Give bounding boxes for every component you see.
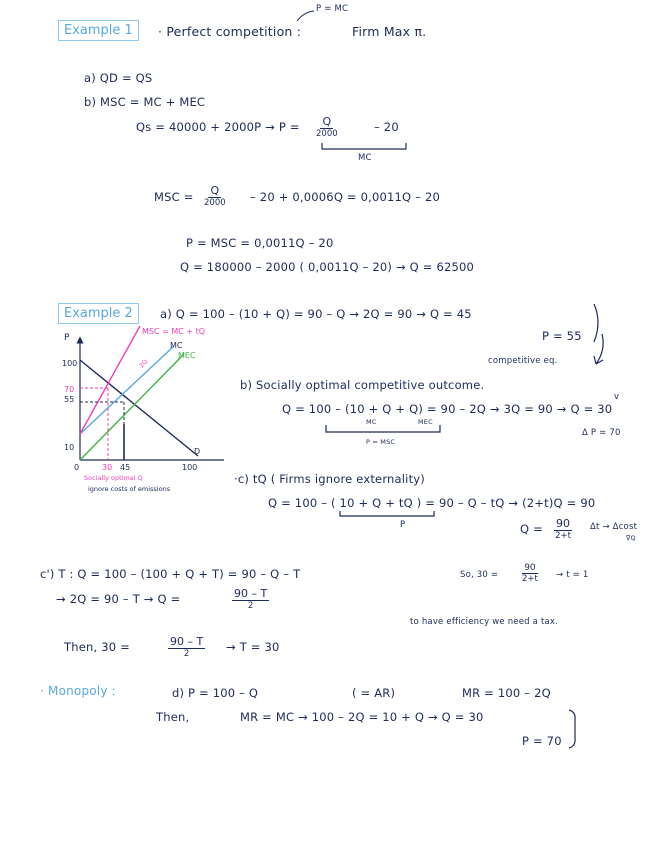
y-tick-10: 10: [64, 443, 75, 452]
p-equals-msc: P = MSC = 0,0011Q – 20: [186, 236, 334, 250]
part-a-line: a) QD = QS: [84, 71, 153, 85]
so-fraction: $\frac{90}{2+t}$: [522, 563, 538, 584]
then-fraction: 90 – T 2: [170, 635, 204, 659]
p-axis-label: P: [64, 333, 70, 343]
monopoly-demand: d) P = 100 – Q: [172, 686, 259, 700]
monopoly-label: · Monopoly :: [40, 684, 116, 698]
x-tick-30: 30: [102, 463, 113, 472]
b2-mec-under: MEC: [418, 418, 433, 426]
part-b-line: b) MSC = MC + MEC: [84, 95, 206, 109]
q-solution: Q = 180000 – 2000 ( 0,0011Q – 20) → Q = 62500: [180, 260, 475, 274]
c-p-label: P: [400, 520, 406, 530]
so-result: → t = 1: [556, 570, 589, 580]
delta-p-70: Δ P = 70: [582, 428, 621, 438]
y-tick-100: 100: [62, 359, 78, 368]
p-equals-mc-annotation: P = MC: [316, 4, 349, 14]
efficiency-note: to have efficiency we need a tax.: [410, 617, 559, 627]
x-tick-100: 100: [182, 463, 198, 472]
msc-line: [80, 326, 140, 434]
msc-curve-label: MSC = MC + tQ: [142, 327, 206, 336]
c-delta-note2: ∇Q: [626, 534, 636, 542]
section-title: · Perfect competition :: [158, 24, 302, 39]
part-c-prime-line: c') T : Q = 100 – (100 + Q + T) = 90 – Q – T: [40, 567, 301, 581]
minus-20: – 20: [374, 120, 399, 134]
then-lhs: Then, 30 =: [64, 640, 130, 654]
c-prime-fraction: 90 – T 2: [234, 587, 268, 611]
c-q-lhs: Q =: [520, 522, 543, 536]
competitive-eq-note: competitive eq.: [488, 356, 558, 366]
x-tick-0: 0: [74, 463, 80, 472]
social-optimal-note: Socially optimal Q: [84, 474, 143, 482]
mc-line: [80, 346, 174, 434]
mc-bracket-label: MC: [358, 153, 372, 163]
ar-note: ( = AR): [352, 686, 396, 700]
b2-mc-under: MC: [366, 418, 377, 426]
x-tick-45: 45: [120, 463, 131, 472]
example1-label: Example 1: [58, 20, 139, 41]
mr-equation: MR = 100 – 2Q: [462, 686, 551, 700]
then-label: Then,: [156, 710, 190, 724]
c-prime-line2: → 2Q = 90 – T → Q =: [56, 592, 181, 606]
example2-label: Example 2: [58, 303, 139, 324]
part-a2-equation: a) Q = 100 – (10 + Q) = 90 – Q → 2Q = 90 → Q = 45: [160, 307, 472, 321]
supply-demand-graph: [44, 320, 240, 500]
qs-equation: Qs = 40000 + 2000P → P =: [136, 120, 300, 134]
bracket-arrow-icon: [588, 300, 618, 370]
p-55: P = 55: [542, 329, 582, 343]
mc-curve-label: MC: [170, 341, 183, 350]
b2-p-msc: P = MSC: [366, 438, 396, 446]
c-bracket: [338, 510, 438, 520]
b2-bracket: [324, 424, 444, 436]
part-b2-title: b) Socially optimal competitive outcome.: [240, 378, 485, 392]
y-tick-55: 55: [64, 395, 75, 404]
ignore-costs-note: ignore costs of emissions: [88, 485, 171, 493]
then-result: → T = 30: [226, 640, 280, 654]
slope-label: 2Q: [138, 358, 150, 370]
so-lhs: So, 30 =: [460, 570, 499, 580]
c-delta-note: Δt → Δcost: [590, 522, 638, 532]
msc-lhs: MSC =: [154, 190, 194, 204]
y-tick-70: 70: [64, 385, 75, 394]
part-b2-equation: Q = 100 – (10 + Q + Q) = 90 – 2Q → 3Q = 90 → Q = 30: [282, 402, 613, 416]
v-mark: v: [614, 392, 620, 402]
part-c-title: ·c) tQ ( Firms ignore externality): [234, 472, 425, 486]
q-over-2000-fraction: Q 2000: [316, 115, 338, 139]
mec-curve-label: MEC: [178, 351, 196, 360]
demand-label: D: [194, 447, 201, 456]
msc-rest: – 20 + 0,0006Q = 0,0011Q – 20: [250, 190, 441, 204]
mr-mc-equation: MR = MC → 100 – 2Q = 10 + Q → Q = 30: [240, 710, 484, 724]
closing-bracket-icon: [566, 708, 580, 750]
msc-fraction: Q 2000: [204, 184, 226, 208]
mc-bracket: [320, 142, 410, 152]
firm-max-text: Firm Max π.: [352, 24, 427, 39]
p-70: P = 70: [522, 734, 562, 748]
annotation-arrow-icon: [296, 9, 316, 23]
part-c-equation: Q = 100 – ( 10 + Q + tQ ) = 90 – Q – tQ → (2+t)Q = 90: [268, 496, 596, 510]
c-q-fraction: 90 2+t: [555, 517, 571, 541]
